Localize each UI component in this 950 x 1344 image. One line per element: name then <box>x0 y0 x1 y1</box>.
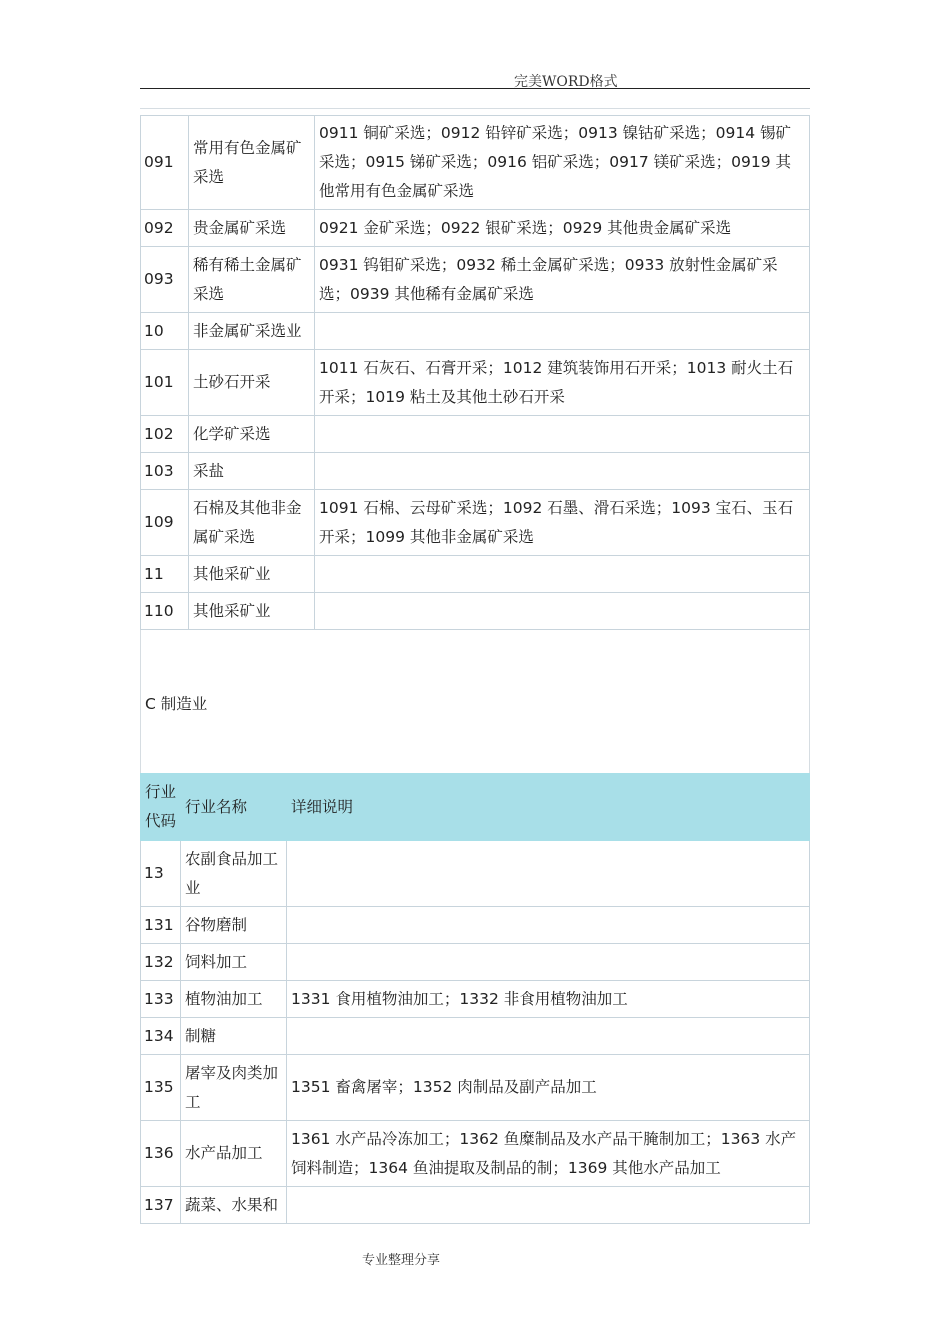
industry-name: 稀有稀土金属矿采选 <box>189 247 315 313</box>
table-row <box>141 453 810 490</box>
industry-code: 135 <box>141 1055 181 1121</box>
table-row <box>141 416 810 453</box>
manufacturing-industry-table <box>140 773 810 1224</box>
industry-detail <box>287 841 810 907</box>
industry-detail <box>315 593 810 630</box>
table-row <box>141 116 810 210</box>
section-title: C 制造业 <box>145 695 208 713</box>
industry-detail: 1091 石棉、云母矿采选；1092 石墨、滑石采选；1093 宝石、玉石开采；1099 其他非金属矿采选 <box>315 490 810 556</box>
page-footer: 专业整理分享 <box>362 1253 441 1268</box>
industry-code: 13 <box>141 841 181 907</box>
industry-code: 093 <box>141 247 189 313</box>
industry-name: 石棉及其他非金属矿采选 <box>189 490 315 556</box>
table-row <box>141 1055 810 1121</box>
industry-code: 137 <box>141 1187 181 1224</box>
industry-code: 136 <box>141 1121 181 1187</box>
industry-name: 蔬菜、水果和 <box>181 1187 287 1224</box>
table-row <box>141 210 810 247</box>
header-code: 行业代码 <box>141 774 181 841</box>
industry-code: 10 <box>141 313 189 350</box>
table-row <box>141 1018 810 1055</box>
industry-name: 谷物磨制 <box>181 907 287 944</box>
industry-detail <box>315 313 810 350</box>
industry-code: 131 <box>141 907 181 944</box>
industry-detail <box>287 1187 810 1224</box>
industry-name: 植物油加工 <box>181 981 287 1018</box>
table-row <box>141 313 810 350</box>
header-rule <box>140 88 810 89</box>
table-row <box>141 247 810 313</box>
industry-code: 091 <box>141 116 189 210</box>
industry-detail <box>315 416 810 453</box>
table-row <box>141 981 810 1018</box>
industry-code: 134 <box>141 1018 181 1055</box>
industry-detail: 1361 水产品冷冻加工；1362 鱼糜制品及水产品干腌制加工；1363 水产饲料制造；1364 鱼油提取及制品的制；1369 其他水产品加工 <box>287 1121 810 1187</box>
industry-detail: 1351 畜禽屠宰；1352 肉制品及副产品加工 <box>287 1055 810 1121</box>
industry-code: 101 <box>141 350 189 416</box>
industry-detail <box>315 453 810 490</box>
industry-detail <box>287 944 810 981</box>
table-row <box>141 1187 810 1224</box>
table-row <box>141 841 810 907</box>
industry-name: 水产品加工 <box>181 1121 287 1187</box>
table-row <box>141 907 810 944</box>
industry-name: 采盐 <box>189 453 315 490</box>
industry-detail: 0921 金矿采选；0922 银矿采选；0929 其他贵金属矿采选 <box>315 210 810 247</box>
industry-detail: 0911 铜矿采选；0912 铅锌矿采选；0913 镍钴矿采选；0914 锡矿采选；0915 锑矿采选；0916 铝矿采选；0917 镁矿采选；0919 其他常用有色金属矿采选 <box>315 116 810 210</box>
industry-name: 化学矿采选 <box>189 416 315 453</box>
header-name: 行业名称 <box>181 774 287 841</box>
table-row <box>141 593 810 630</box>
industry-detail: 0931 钨钼矿采选；0932 稀土金属矿采选；0933 放射性金属矿采选；0939 其他稀有金属矿采选 <box>315 247 810 313</box>
industry-detail <box>315 556 810 593</box>
table-row <box>141 944 810 981</box>
industry-name: 常用有色金属矿采选 <box>189 116 315 210</box>
industry-code: 103 <box>141 453 189 490</box>
industry-name: 其他采矿业 <box>189 556 315 593</box>
industry-name: 制糖 <box>181 1018 287 1055</box>
industry-code: 109 <box>141 490 189 556</box>
table-row <box>141 350 810 416</box>
industry-detail <box>287 907 810 944</box>
industry-code: 133 <box>141 981 181 1018</box>
industry-name: 农副食品加工业 <box>181 841 287 907</box>
table-header-row <box>141 774 810 841</box>
industry-code: 11 <box>141 556 189 593</box>
mining-industry-table <box>140 115 810 630</box>
industry-code: 102 <box>141 416 189 453</box>
industry-name: 非金属矿采选业 <box>189 313 315 350</box>
table-row <box>141 490 810 556</box>
industry-detail: 1331 食用植物油加工；1332 非食用植物油加工 <box>287 981 810 1018</box>
industry-detail: 1011 石灰石、石膏开采；1012 建筑装饰用石开采；1013 耐火土石开采；1019 粘土及其他土砂石开采 <box>315 350 810 416</box>
industry-code: 110 <box>141 593 189 630</box>
industry-name: 饲料加工 <box>181 944 287 981</box>
header-detail: 详细说明 <box>287 774 810 841</box>
table-row <box>141 556 810 593</box>
industry-name: 土砂石开采 <box>189 350 315 416</box>
industry-name: 其他采矿业 <box>189 593 315 630</box>
industry-detail <box>287 1018 810 1055</box>
table-row <box>141 1121 810 1187</box>
industry-name: 贵金属矿采选 <box>189 210 315 247</box>
page-header: 完美WORD格式 <box>514 74 618 90</box>
industry-code: 132 <box>141 944 181 981</box>
section-box <box>140 630 810 773</box>
industry-code: 092 <box>141 210 189 247</box>
separator-line <box>140 108 810 109</box>
industry-name: 屠宰及肉类加工 <box>181 1055 287 1121</box>
